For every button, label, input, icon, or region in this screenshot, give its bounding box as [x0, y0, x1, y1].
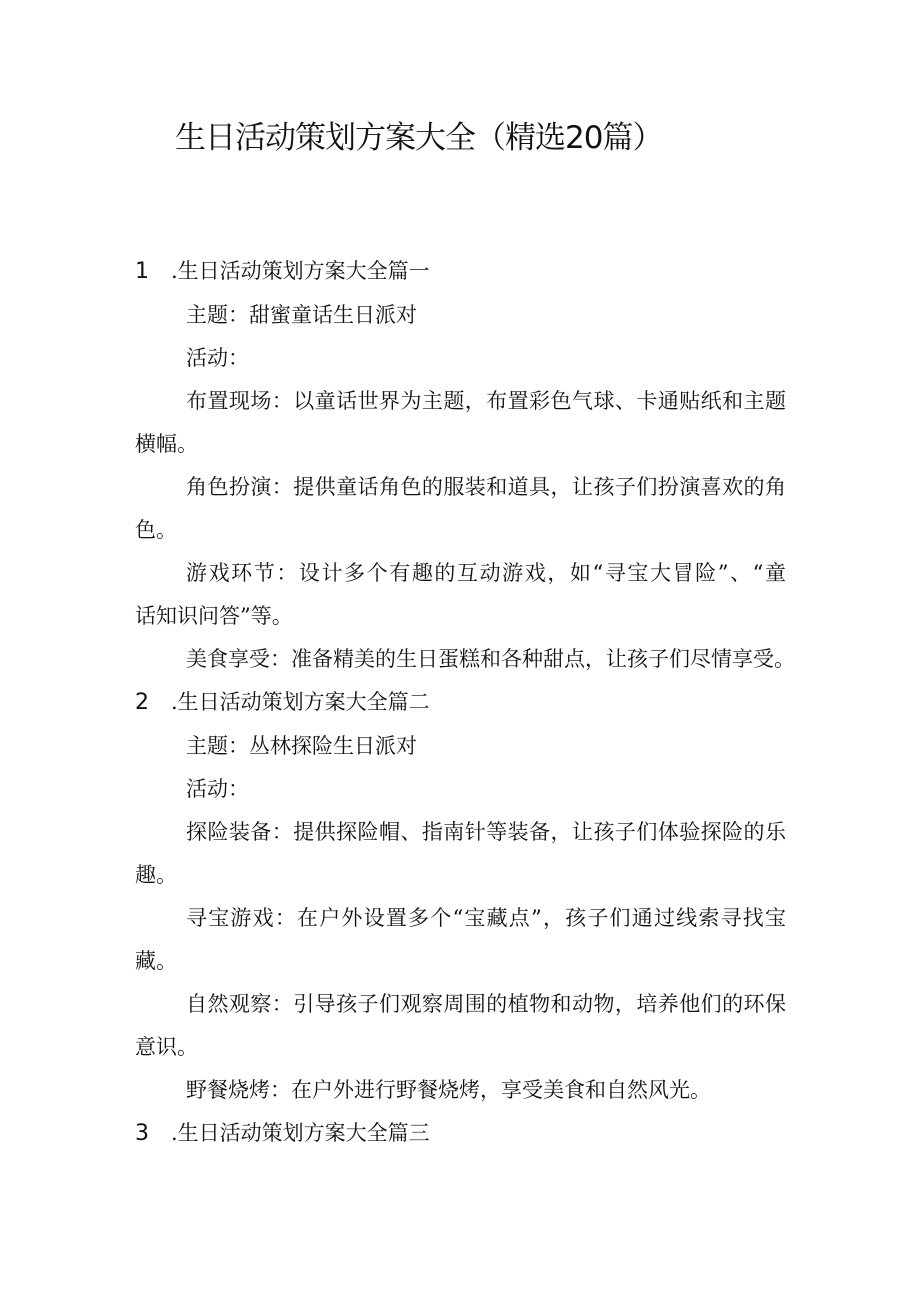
paragraph-line: 意识。 [135, 1035, 198, 1059]
paragraph-line: 游戏环节：设计多个有趣的互动游戏，如“寻宝大冒险”、“童 [186, 561, 786, 585]
paragraph-line: 色。 [135, 518, 177, 542]
paragraph-line: 野餐烧烤：在户外进行野餐烧烤，享受美食和自然风光。 [186, 1078, 711, 1102]
section-number: 2 [135, 690, 149, 715]
section-heading-text: .生日活动策划方案大全篇二 [171, 690, 430, 714]
paragraph-line: 角色扮演：提供童话角色的服装和道具，让孩子们扮演喜欢的角 [186, 475, 786, 499]
section-heading [135, 690, 430, 715]
section-heading [135, 1121, 430, 1146]
paragraph-line: 自然观察：引导孩子们观察周围的植物和动物，培养他们的环保 [186, 992, 786, 1016]
section-heading [135, 259, 430, 284]
paragraph-line: 探险装备：提供探险帽、指南针等装备，让孩子们体验探险的乐 [186, 820, 786, 844]
paragraph-line: 趣。 [135, 863, 177, 887]
section-heading-text: .生日活动策划方案大全篇三 [171, 1121, 430, 1145]
activity-label: 活动： [186, 346, 249, 370]
document-title: 生日活动策划方案大全（精选20篇） [175, 120, 663, 156]
paragraph-line: 横幅。 [135, 432, 198, 456]
activity-label: 活动： [186, 777, 249, 801]
section-number: 1 [135, 259, 149, 284]
section-theme: 主题：丛林探险生日派对 [186, 734, 417, 758]
section-number: 3 [135, 1121, 149, 1146]
paragraph-line: 布置现场：以童话世界为主题，布置彩色气球、卡通贴纸和主题 [186, 389, 786, 413]
section-heading-text: .生日活动策划方案大全篇一 [171, 259, 430, 283]
paragraph-line: 美食享受：准备精美的生日蛋糕和各种甜点，让孩子们尽情享受。 [186, 647, 795, 671]
section-theme: 主题：甜蜜童话生日派对 [186, 303, 417, 327]
paragraph-line: 寻宝游戏：在户外设置多个“宝藏点”，孩子们通过线索寻找宝 [186, 906, 786, 930]
paragraph-line: 藏。 [135, 949, 177, 973]
paragraph-line: 话知识问答”等。 [135, 604, 293, 628]
